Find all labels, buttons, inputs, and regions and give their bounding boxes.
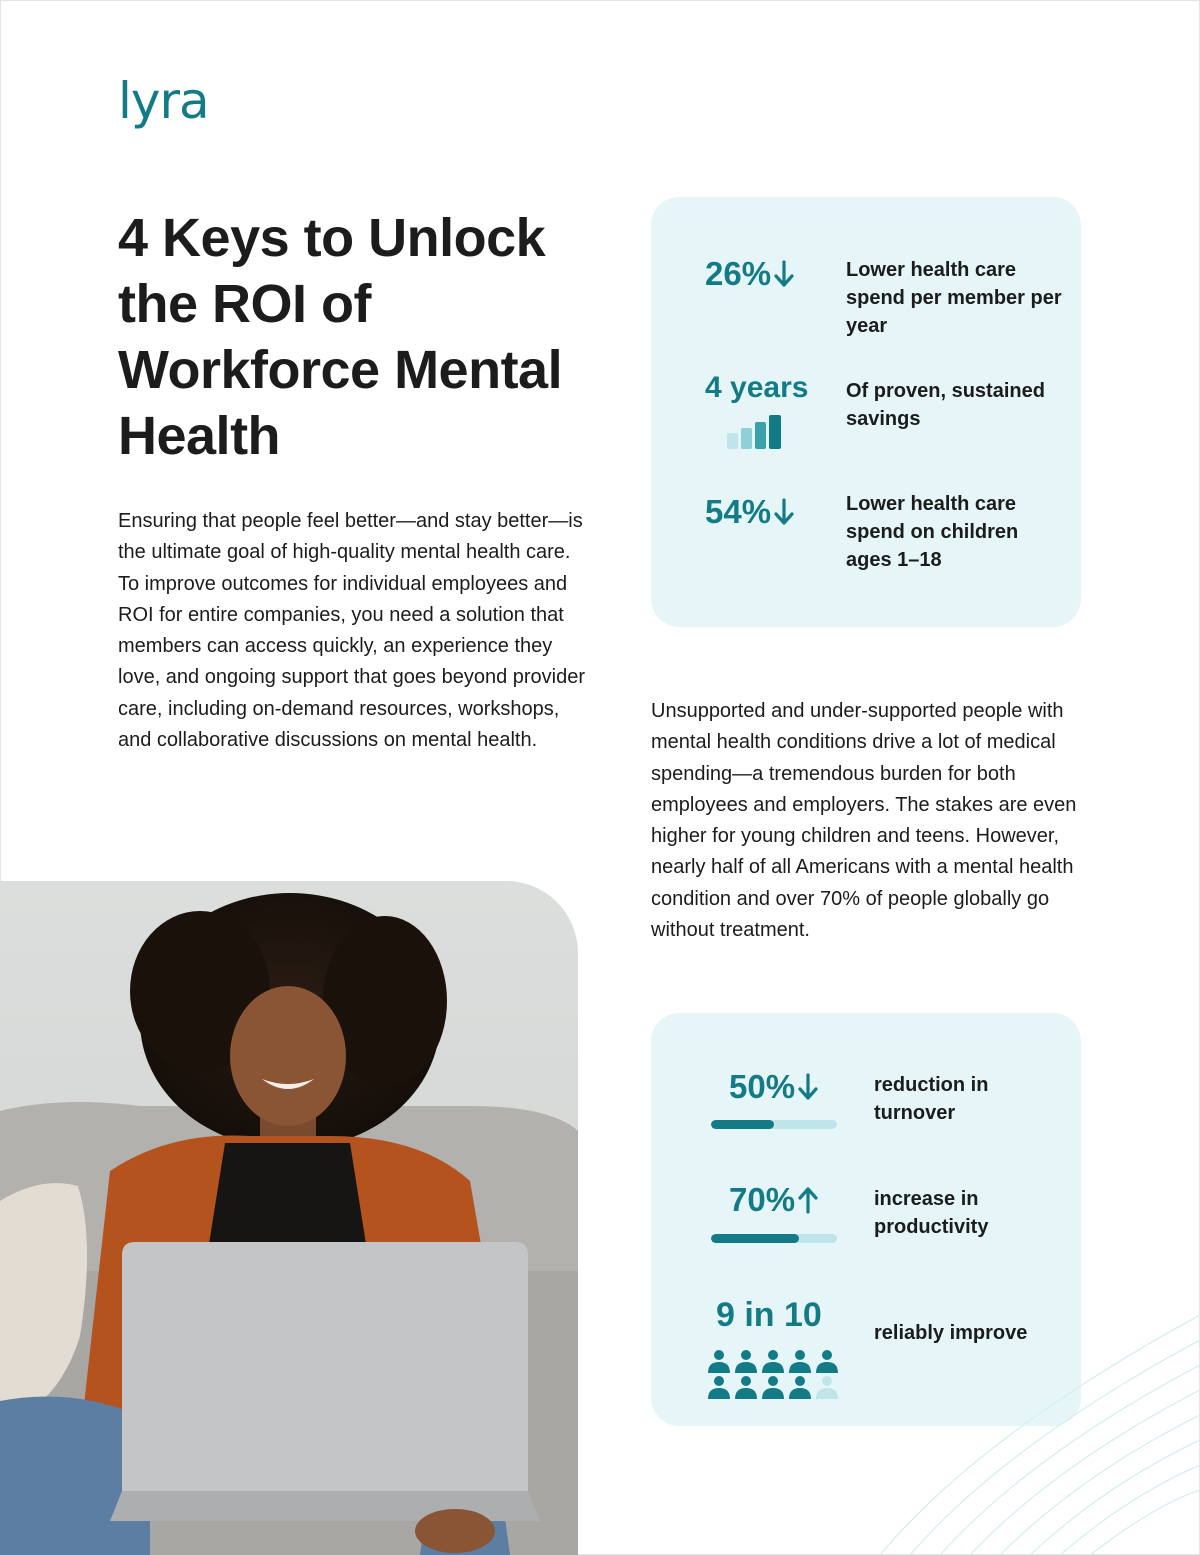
- lyra-logo: lyra: [118, 72, 209, 130]
- arrow-up-icon: [798, 1186, 818, 1214]
- woman-with-laptop-photo: [0, 881, 578, 1555]
- arrow-down-icon: [774, 498, 794, 526]
- intro-paragraph: Ensuring that people feel better—and stay better—is the ultimate goal of high-quality mental health care. To improve outcomes for individual employees and ROI for entire companies, you need a solution that members can access quickly, an experience they love, and ongoing support that goes beyond provider care, including on-demand resources, workshops, and collaborative discussions on mental health.: [118, 510, 586, 752]
- person-icon: [789, 1376, 811, 1399]
- body-paragraph-2: Unsupported and under-supported people with mental health conditions drive a lot of medical spending—a tremendous burden for both employees and employers. The stakes are even higher for young children and teens. However, nearly half of all Americans with a mental health condition and over 70% of people globally go without treatment.: [651, 700, 1077, 942]
- arrow-down-icon: [798, 1073, 818, 1101]
- stat-26-percent: [705, 255, 794, 293]
- stat-label: Of proven, sustained savings: [846, 380, 1045, 430]
- person-icon: [762, 1350, 784, 1373]
- progress-bar-turnover: [711, 1120, 837, 1129]
- person-icon: [735, 1350, 757, 1373]
- stat-label: increase in productivity: [874, 1188, 989, 1238]
- stat-value: 50%: [729, 1068, 796, 1105]
- decorative-waves: [820, 1135, 1200, 1555]
- stat-label: reduction in turnover: [874, 1074, 989, 1124]
- stat-4-years: 4 years: [705, 371, 809, 404]
- stat-label: reliably improve: [874, 1322, 1028, 1344]
- progress-fill: [711, 1234, 799, 1243]
- arrow-down-icon: [774, 260, 794, 288]
- person-icon: [708, 1350, 730, 1373]
- stats-card-savings: [651, 197, 1081, 627]
- page-title: 4 Keys to Unlock the ROI of Workforce Mental Health: [118, 208, 563, 466]
- person-icon: [762, 1376, 784, 1399]
- bar-chart-icon: [727, 415, 795, 451]
- stat-label: Lower health care spend per member per year: [846, 259, 1062, 337]
- stat-value: 54%: [705, 493, 772, 530]
- person-icon: [735, 1376, 757, 1399]
- stat-value: 26%: [705, 255, 772, 292]
- stat-70-percent: [729, 1181, 818, 1219]
- progress-bar-productivity: [711, 1234, 837, 1243]
- stat-label: Lower health care spend on children ages 1–18: [846, 493, 1019, 571]
- stat-value: 70%: [729, 1181, 796, 1218]
- person-icon: [708, 1376, 730, 1399]
- progress-fill: [711, 1120, 774, 1129]
- stat-54-percent: [705, 493, 794, 531]
- stat-9-in-10: 9 in 10: [716, 1296, 822, 1334]
- person-icon: [789, 1350, 811, 1373]
- stat-50-percent: [729, 1068, 818, 1106]
